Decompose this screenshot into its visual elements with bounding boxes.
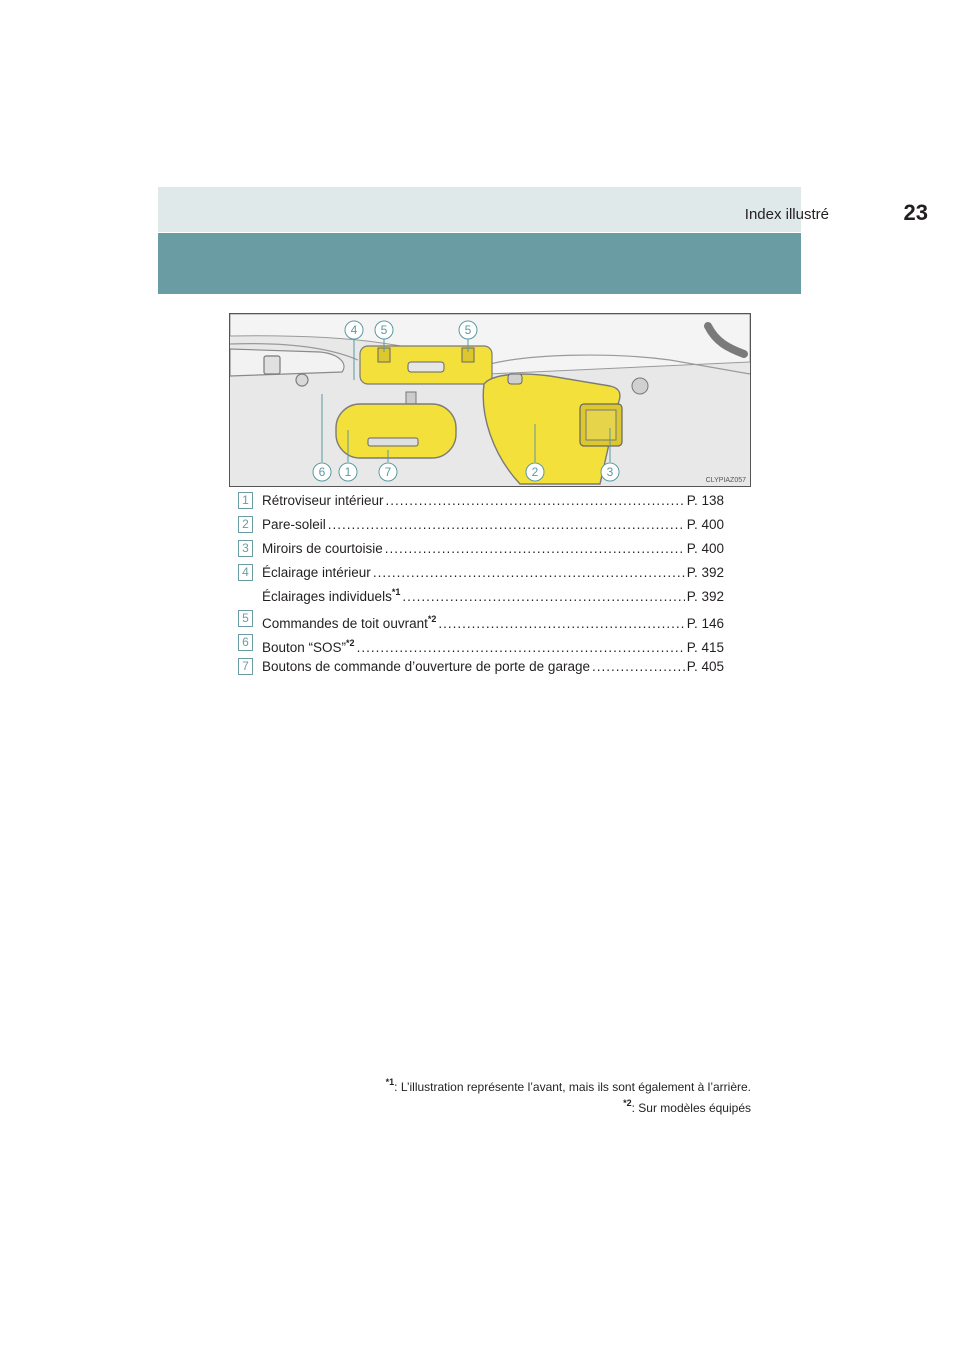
- item-number-badge: 4: [238, 564, 253, 581]
- leader-dots: [592, 658, 685, 676]
- item-number-badge: 3: [238, 540, 253, 557]
- item-number-badge: 6: [238, 634, 253, 651]
- item-page-ref[interactable]: P. 138: [686, 493, 724, 508]
- item-number-badge: 5: [238, 610, 253, 627]
- illustration-code: CLYPIAZ057: [705, 477, 746, 484]
- callout-2: 2: [531, 465, 539, 479]
- leader-dots: [357, 639, 685, 657]
- header-band: [158, 233, 801, 294]
- leader-dots: [386, 492, 685, 510]
- callout-1: 1: [344, 465, 352, 479]
- list-item: [238, 492, 724, 516]
- item-sub-label: Éclairages individuels: [262, 589, 392, 604]
- overhead-console-illustration: [229, 313, 751, 487]
- item-page-ref[interactable]: P. 400: [686, 541, 724, 556]
- footnote-mark: *1: [391, 587, 401, 597]
- item-label: Rétroviseur intérieur: [262, 493, 384, 508]
- callout-5b: 5: [464, 323, 472, 337]
- list-item: [238, 516, 724, 540]
- list-item: [238, 634, 724, 658]
- list-item: [238, 540, 724, 564]
- leader-dots: [385, 540, 685, 558]
- item-number-badge: 7: [238, 658, 253, 675]
- item-label: Éclairage intérieur: [262, 565, 371, 580]
- footnote-text: : L’illustration représente l’avant, mais ils sont également à l’arrière.: [394, 1080, 751, 1094]
- item-page-ref[interactable]: P. 392: [686, 589, 724, 604]
- list-item: [238, 658, 724, 682]
- footnote-mark: *2: [346, 638, 355, 648]
- callout-3: 3: [606, 465, 614, 479]
- callout-5a: 5: [380, 323, 388, 337]
- footnote-2: [623, 1098, 751, 1115]
- footnote-mark: *2: [623, 1098, 632, 1108]
- item-label: Boutons de commande d’ouverture de porte de garage: [262, 659, 590, 674]
- item-label: Commandes de toit ouvrant: [262, 616, 428, 631]
- footnote-1: [386, 1077, 751, 1094]
- page-number: 23: [903, 200, 928, 225]
- list-item: [238, 564, 724, 610]
- footnote-text: : Sur modèles équipés: [631, 1101, 751, 1115]
- callout-6: 6: [318, 465, 326, 479]
- callout-4: 4: [350, 323, 358, 337]
- item-label: Miroirs de courtoisie: [262, 541, 383, 556]
- leader-dots: [438, 615, 684, 633]
- header-bar: [158, 187, 801, 232]
- item-page-ref[interactable]: P. 392: [686, 565, 724, 580]
- list-item: [238, 610, 724, 634]
- item-label: Bouton “SOS”: [262, 640, 347, 655]
- leader-dots: [373, 564, 685, 582]
- leader-dots: [402, 588, 684, 606]
- item-number-badge: 1: [238, 492, 253, 509]
- item-page-ref[interactable]: P. 405: [686, 659, 724, 674]
- item-page-ref[interactable]: P. 400: [686, 517, 724, 532]
- item-list: [238, 492, 724, 682]
- item-label: Pare-soleil: [262, 517, 326, 532]
- leader-dots: [328, 516, 685, 534]
- item-page-ref[interactable]: P. 146: [686, 616, 724, 631]
- footnote-mark: *1: [385, 1077, 395, 1087]
- section-title: Index illustré: [744, 206, 829, 223]
- item-page-ref[interactable]: P. 415: [686, 640, 724, 655]
- footnote-mark: *2: [427, 614, 437, 624]
- item-number-badge: 2: [238, 516, 253, 533]
- callout-7: 7: [384, 465, 392, 479]
